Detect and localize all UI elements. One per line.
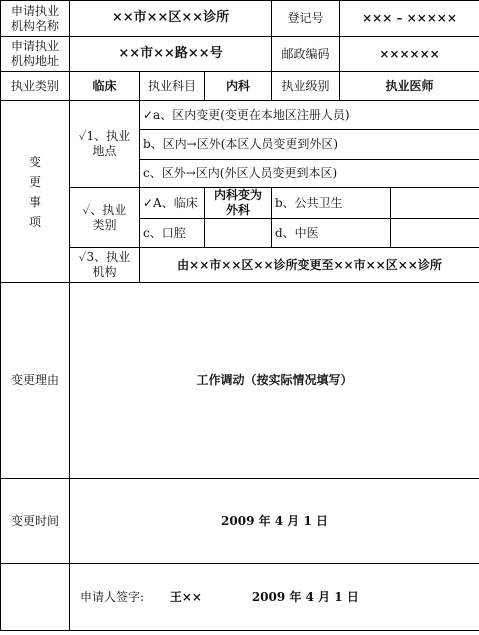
institution-address-label-line1: 申请执业 [10, 39, 59, 53]
practice-category-label [70, 188, 140, 248]
signature-left-cell [1, 564, 70, 631]
institution-name-label-line1: 申请执业 [10, 3, 59, 18]
practice-location-label-line1: ✓1、执业 [78, 129, 131, 143]
institution-address-label-line2: 机构地址 [10, 54, 59, 68]
change-reason-value[interactable]: 工作调动（按实际情况填写） [70, 283, 479, 479]
institution-address-value[interactable]: ××市××路××号 [70, 37, 272, 72]
change-time-label: 变更时间 [1, 479, 70, 564]
practice-category-label-line2: 类别 [92, 217, 117, 232]
signature-cell [70, 564, 479, 631]
practice-level-value[interactable]: 执业医师 [340, 72, 479, 101]
location-option-a[interactable]: ✓a、区内变更(变更在本地区注册人员) [140, 101, 479, 130]
practice-level-label: 执业级别 [272, 72, 340, 101]
practice-subject-value[interactable]: 内科 [205, 72, 272, 101]
change-items-char-4: 项 [28, 214, 41, 229]
change-items-label [1, 101, 70, 283]
row-practice-info [1, 72, 479, 101]
practice-type-label: 执业类别 [1, 72, 70, 101]
category-option-a[interactable]: ✓A、临床 [140, 188, 205, 219]
change-items-char-1: 变 [28, 154, 41, 169]
category-note-line2: 外科 [225, 203, 250, 217]
institution-name-label [1, 1, 70, 37]
practice-institution-label-line2: 机构 [92, 265, 117, 279]
category-option-d[interactable]: d、中医 [272, 219, 391, 248]
registration-number-label: 登记号 [272, 1, 340, 37]
signature-name[interactable]: 王×× [169, 589, 202, 604]
row-change-reason [1, 283, 479, 479]
practice-type-value[interactable]: 临床 [70, 72, 140, 101]
row-change-time [1, 479, 479, 564]
row-signature [1, 564, 479, 631]
institution-address-label [1, 37, 70, 72]
change-time-value[interactable]: 2009 年 4 月 1 日 [70, 479, 479, 564]
institution-name-label-line2: 机构名称 [10, 18, 59, 33]
practice-location-label [70, 101, 140, 188]
signature-date[interactable]: 2009 年 4 月 1 日 [251, 589, 359, 604]
practice-category-label-line1: ✓、执业 [82, 202, 127, 217]
category-option-d-extra [391, 219, 479, 248]
category-option-b[interactable]: b、公共卫生 [272, 188, 391, 219]
postal-code-value[interactable]: ×××××× [340, 37, 479, 72]
change-items-char-2: 更 [28, 174, 41, 189]
practice-institution-label [70, 248, 140, 283]
signature-label: 申请人签字: [80, 589, 145, 604]
location-option-b[interactable]: b、区内→区外(本区人员变更到外区) [140, 130, 479, 160]
category-note-line1: 内科变为 [213, 188, 262, 202]
change-reason-label: 变更理由 [1, 283, 70, 479]
institution-change-value[interactable]: 由××市××区××诊所变更至××市××区××诊所 [140, 248, 479, 283]
row-change-category-1 [1, 188, 479, 219]
institution-name-value[interactable]: ××市××区××诊所 [70, 1, 272, 37]
row-change-location-a [1, 101, 479, 130]
category-option-a-note [205, 188, 272, 219]
row-change-institution [1, 248, 479, 283]
change-items-char-3: 事 [28, 194, 41, 209]
practice-location-label-line2: 地点 [92, 144, 117, 158]
category-option-c-extra [205, 219, 272, 248]
practice-subject-label: 执业科目 [140, 72, 205, 101]
row-institution-name [1, 1, 479, 37]
postal-code-label: 邮政编码 [272, 37, 340, 72]
category-option-c[interactable]: c、口腔 [140, 219, 205, 248]
location-option-c[interactable]: c、区外→区内(外区人员变更到本区) [140, 160, 479, 188]
practice-institution-label-line1: ✓3、执业 [78, 250, 131, 264]
category-option-b-extra [391, 188, 479, 219]
registration-number-value[interactable]: ××× – ××××× [340, 1, 479, 37]
row-institution-address [1, 37, 479, 72]
